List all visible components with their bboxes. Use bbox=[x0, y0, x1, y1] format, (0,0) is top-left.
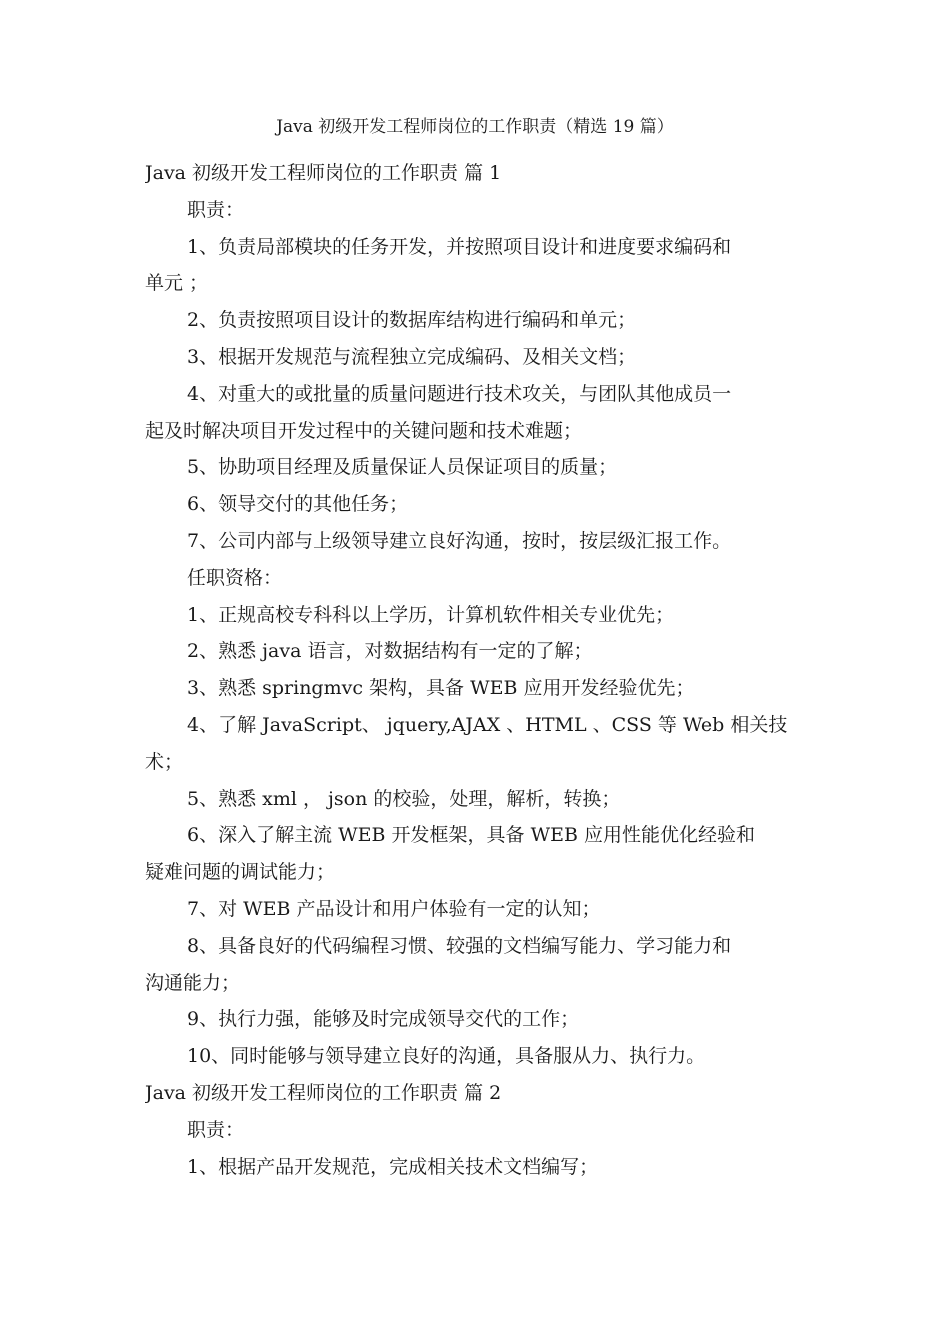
paragraph-line: 1、根据产品开发规范，完成相关技术文档编写； bbox=[187, 1155, 599, 1178]
paragraph-line: 6、领导交付的其他任务； bbox=[187, 493, 409, 516]
paragraph-line: 4、了解 JavaScript、 jquery,AJAX 、HTML 、CSS 等 Web 相关技 bbox=[187, 713, 788, 736]
paragraph-line: 9、执行力强，能够及时完成领导交代的工作； bbox=[187, 1008, 580, 1031]
paragraph-line: 4、对重大的或批量的质量问题进行技术攻关，与团队其他成员一 bbox=[187, 382, 732, 405]
paragraph-line: 职责： bbox=[187, 198, 245, 221]
document-title: Java 初级开发工程师岗位的工作职责（精选 19 篇） bbox=[276, 117, 674, 137]
paragraph-line: 疑难问题的调试能力； bbox=[145, 861, 336, 884]
paragraph-line: 单元 ； bbox=[145, 272, 209, 295]
paragraph-line: 起及时解决项目开发过程中的关键问题和技术难题； bbox=[145, 419, 583, 442]
paragraph-line: 3、根据开发规范与流程独立完成编码、及相关文档； bbox=[187, 345, 637, 368]
section-heading-1: Java 初级开发工程师岗位的工作职责 篇 1 bbox=[145, 162, 502, 184]
paragraph-line: 2、熟悉 java 语言，对数据结构有一定的了解； bbox=[187, 640, 593, 663]
document-body bbox=[145, 155, 810, 1185]
paragraph-line: 8、具备良好的代码编程习惯、较强的文档编写能力、学习能力和 bbox=[187, 934, 732, 957]
paragraph-line: 沟通能力； bbox=[145, 971, 241, 994]
paragraph-line: 7、公司内部与上级领导建立良好沟通，按时，按层级汇报工作。 bbox=[187, 529, 732, 552]
paragraph-line: 3、熟悉 springmvc 架构，具备 WEB 应用开发经验优先； bbox=[187, 677, 695, 700]
paragraph-line: 1、正规高校专科科以上学历，计算机软件相关专业优先； bbox=[187, 603, 675, 626]
paragraph-line: 2、负责按照项目设计的数据库结构进行编码和单元； bbox=[187, 309, 637, 332]
paragraph-line: 6、深入了解主流 WEB 开发框架，具备 WEB 应用性能优化经验和 bbox=[187, 824, 755, 847]
paragraph-line: 任职资格： bbox=[187, 566, 283, 589]
paragraph-line: 5、熟悉 xml ， json 的校验，处理，解析，转换； bbox=[187, 787, 621, 810]
paragraph-line: 7、对 WEB 产品设计和用户体验有一定的认知； bbox=[187, 897, 601, 920]
paragraph-line: 职责： bbox=[187, 1118, 245, 1141]
paragraph-line: 10、同时能够与领导建立良好的沟通，具备服从力、执行力。 bbox=[187, 1045, 706, 1068]
paragraph-line: 5、协助项目经理及质量保证人员保证项目的质量； bbox=[187, 456, 618, 479]
paragraph-line: 术； bbox=[145, 750, 184, 773]
section-heading-2: Java 初级开发工程师岗位的工作职责 篇 2 bbox=[145, 1081, 502, 1104]
paragraph-line: 1、负责局部模块的任务开发，并按照项目设计和进度要求编码和 bbox=[187, 235, 732, 258]
